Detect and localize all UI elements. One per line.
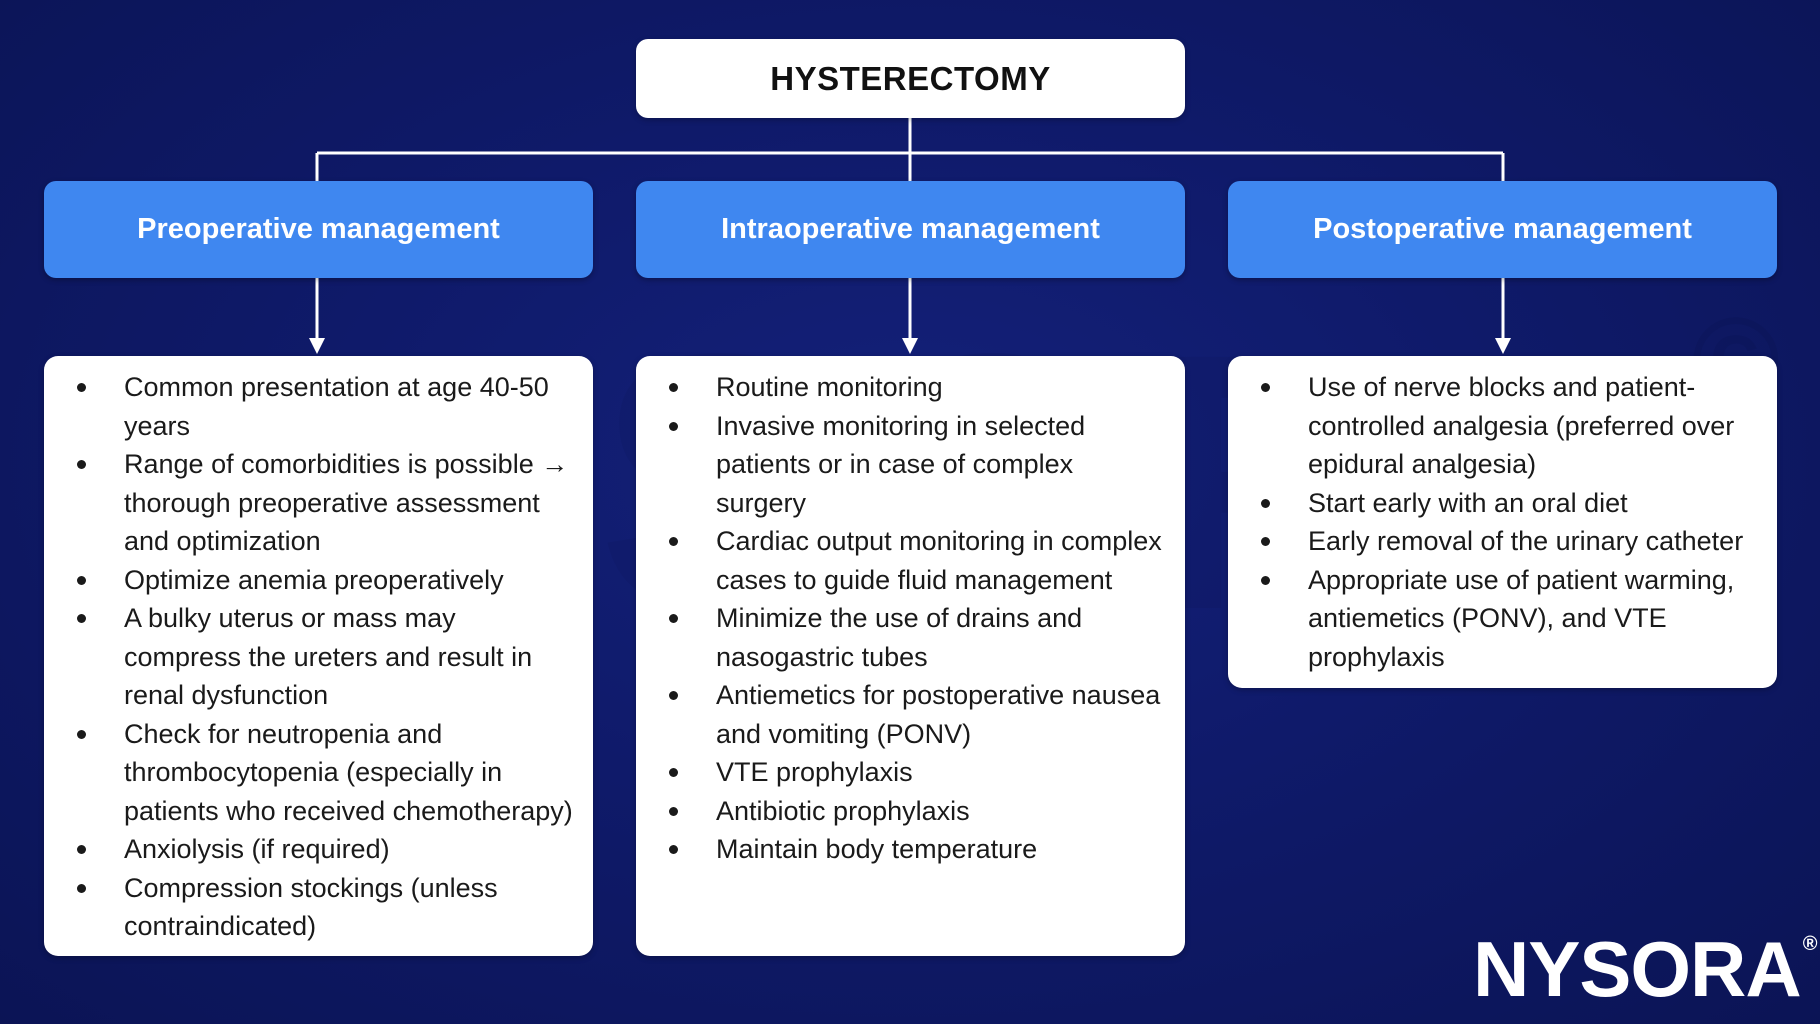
list-item: VTE prophylaxis bbox=[660, 753, 1165, 792]
list-postoperative bbox=[1252, 368, 1757, 676]
list-item: Common presentation at age 40-50 years bbox=[68, 368, 573, 445]
list-item: Minimize the use of drains and nasogastric tubes bbox=[660, 599, 1165, 676]
header-label-postoperative: Postoperative management bbox=[1313, 213, 1692, 245]
header-label-intraoperative: Intraoperative management bbox=[721, 213, 1100, 245]
list-item: Start early with an oral diet bbox=[1252, 484, 1757, 523]
list-item: Antiemetics for postoperative nausea and vomiting (PONV) bbox=[660, 676, 1165, 753]
content-postoperative bbox=[1228, 356, 1777, 688]
diagram-title: HYSTERECTOMY bbox=[770, 59, 1051, 97]
root-node bbox=[636, 39, 1185, 118]
list-item: Optimize anemia preoperatively bbox=[68, 561, 573, 600]
list-item: Maintain body temperature bbox=[660, 830, 1165, 869]
registered-mark: ® bbox=[1802, 933, 1817, 955]
header-label-preoperative: Preoperative management bbox=[137, 213, 500, 245]
list-item: Routine monitoring bbox=[660, 368, 1165, 407]
list-item: Compression stockings (unless contraindicated) bbox=[68, 869, 573, 946]
arrowhead-intraoperative bbox=[902, 338, 918, 354]
list-item: Appropriate use of patient warming, antiemetics (PONV), and VTE prophylaxis bbox=[1252, 561, 1757, 677]
list-item: A bulky uterus or mass may compress the ureters and result in renal dysfunction bbox=[68, 599, 573, 715]
list-item: Invasive monitoring in selected patients or in case of complex surgery bbox=[660, 407, 1165, 523]
list-item: Cardiac output monitoring in complex cases to guide fluid management bbox=[660, 522, 1165, 599]
content-preoperative bbox=[44, 356, 593, 956]
list-item: Anxiolysis (if required) bbox=[68, 830, 573, 869]
nysora-logo bbox=[1473, 925, 1817, 1013]
header-intraoperative bbox=[636, 181, 1185, 278]
arrowhead-preoperative bbox=[309, 338, 325, 354]
list-item: Range of comorbidities is possible → thorough preoperative assessment and optimization bbox=[68, 445, 573, 561]
list-item: Early removal of the urinary catheter bbox=[1252, 522, 1757, 561]
logo-text: NYSORA bbox=[1473, 925, 1801, 1013]
list-item: Check for neutropenia and thrombocytopenia (especially in patients who received chemotherapy) bbox=[68, 715, 573, 831]
list-intraoperative bbox=[660, 368, 1165, 869]
arrowhead-postoperative bbox=[1495, 338, 1511, 354]
list-item: Antibiotic prophylaxis bbox=[660, 792, 1165, 831]
content-intraoperative bbox=[636, 356, 1185, 956]
header-preoperative bbox=[44, 181, 593, 278]
list-preoperative bbox=[68, 368, 573, 946]
header-postoperative bbox=[1228, 181, 1777, 278]
list-item: Use of nerve blocks and patient-controlled analgesia (preferred over epidural analgesia) bbox=[1252, 368, 1757, 484]
